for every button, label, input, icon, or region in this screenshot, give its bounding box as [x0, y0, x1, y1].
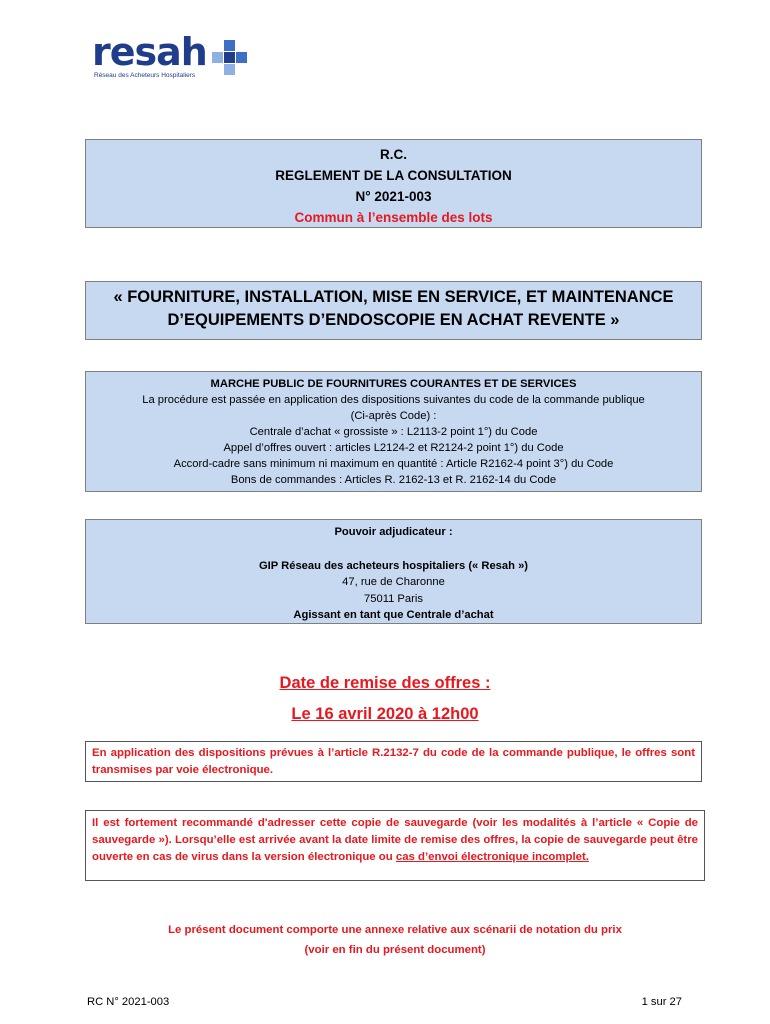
rc-header-box — [85, 139, 702, 228]
submission-date-label: Date de remise des offres : — [279, 674, 491, 692]
pouvoir-street: 47, rue de Charonne — [342, 576, 445, 588]
procedure-line: Accord-cadre sans minimum ni maximum en quantité : Article R2162-4 point 3°) du Code — [173, 458, 614, 470]
pouvoir-city: 75011 Paris — [364, 592, 423, 605]
rc-scope: Commun à l’ensemble des lots — [294, 210, 493, 225]
annexe-line-1: Le présent document comporte une annexe relative aux scénarii de notation du prix — [168, 924, 622, 936]
pouvoir-adjudicateur-box — [85, 519, 702, 624]
logo-cross-icon — [212, 40, 248, 76]
backup-copy-text: Il est fortement recommandé d'adresser cette copie de sauvegarde (voir les modalités à l’article « Copie de sauvegarde »). Lorsqu’elle est arrivée avant la date limite de remise des offres, la copie de sauvegarde peut être ouverte en cas de virus dans la version électronique ou — [92, 817, 698, 863]
rc-number: N° 2021-003 — [355, 189, 432, 204]
procedure-line: (Ci-après Code) : — [350, 410, 437, 422]
rc-title: REGLEMENT DE LA CONSULTATION — [275, 168, 512, 183]
procedure-line: Appel d’offres ouvert : articles L2124-2 et R2124-2 point 1°) du Code — [223, 442, 564, 454]
footer-document-ref: RC N° 2021-003 — [87, 996, 170, 1008]
backup-copy-underlined: cas d’envoi électronique incomplet. — [395, 851, 589, 863]
procedure-line: Centrale d’achat « grossiste » : L2113-2 point 1°) du Code — [249, 426, 538, 438]
footer-page-number: 1 sur 27 — [641, 996, 682, 1008]
procedure-line: La procédure est passée en application des dispositions suivantes du code de la commande publique — [142, 394, 645, 406]
procedure-heading: MARCHE PUBLIC DE FOURNITURES COURANTES ET DE SERVICES — [210, 378, 577, 390]
main-title-line-2: D’EQUIPEMENTS D’ENDOSCOPIE EN ACHAT REVENTE » — [167, 311, 620, 329]
annexe-line-2: (voir en fin du présent document) — [304, 944, 486, 956]
pouvoir-name: GIP Réseau des acheteurs hospitaliers (« Resah ») — [258, 559, 529, 572]
procedure-box — [85, 371, 702, 492]
pouvoir-role: Agissant en tant que Centrale d’achat — [293, 609, 494, 621]
submission-date-value: Le 16 avril 2020 à 12h00 — [291, 705, 479, 723]
rc-label: R.C. — [380, 147, 407, 162]
main-title-line-1: « FOURNITURE, INSTALLATION, MISE EN SERVICE, ET MAINTENANCE — [113, 288, 674, 306]
logo-tagline: Réseau des Acheteurs Hospitaliers — [94, 72, 196, 79]
main-title-box — [85, 281, 702, 340]
annexe-notice — [0, 920, 770, 960]
backup-copy-note — [85, 810, 705, 881]
pouvoir-heading: Pouvoir adjudicateur : — [334, 526, 453, 538]
electronic-submission-note: En application des dispositions prévues à l’article R.2132-7 du code de la commande publique, le offres sont transmises par voie électronique. — [85, 741, 702, 782]
resah-logo — [92, 30, 252, 86]
procedure-line: Bons de commandes : Articles R. 2162-13 et R. 2162-14 du Code — [230, 474, 557, 486]
logo-wordmark: resah — [92, 30, 207, 74]
